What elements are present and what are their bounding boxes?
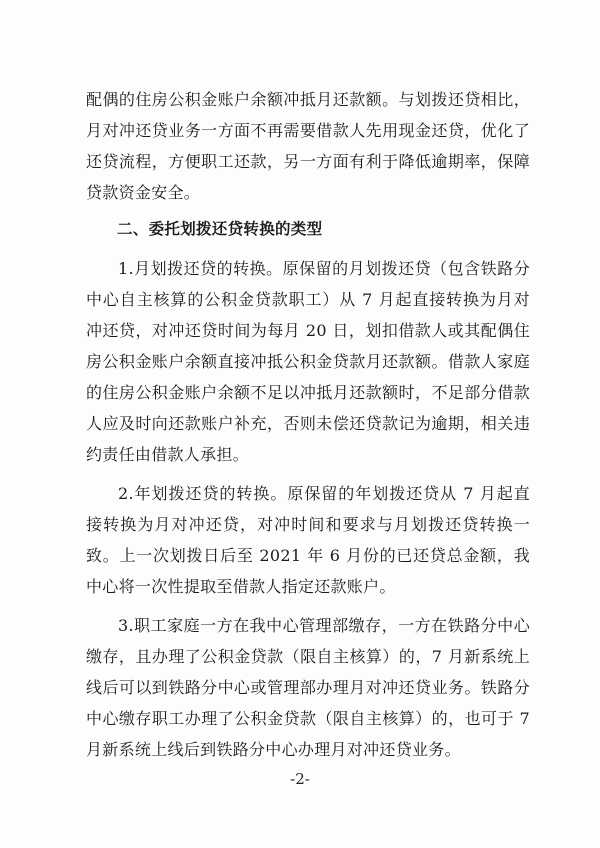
paragraph-3: 3.职工家庭一方在我中心管理部缴存，一方在铁路分中心缴存，且办理了公积金贷款（限自主核算）的，7 月新系统上线后可以到铁路分中心或管理部办理月对冲还贷业务。铁路分中心缴存职工办理了公积金贷款（限自主核算）的，也可于 7 月新系统上线后到铁路分中心办理月对冲还贷业务。 [86, 616, 530, 759]
paragraph-1: 1.月划拨还贷的转换。原保留的月划拨还贷（包含铁路分中心自主核算的公积金贷款职工）从 7 月起直接转换为月对冲还贷，对冲还贷时间为每月 20 日，划扣借款人或其配偶住房公积金账户余额直接冲抵公积金贷款月还款额。借款人家庭的住房公积金账户余额不足以冲抵月还款额时，不足部分借款人应及时向还款账户补充，否则未偿还贷款记为逾期，相关违约责任由借款人承担。 [86, 259, 530, 464]
document-body [86, 84, 530, 765]
intro-paragraph: 配偶的住房公积金账户余额冲抵月还款额。与划拨还贷相比，月对冲还贷业务一方面不再需要借款人先用现金还贷，优化了还贷流程，方便职工还款，另一方面有利于降低逾期率，保障贷款资金安全。 [86, 90, 530, 202]
section-heading: 二、委托划拨还贷转换的类型 [117, 220, 323, 238]
paragraph-2: 2.年划拨还贷的转换。原保留的年划拨还贷从 7 月起直接转换为月对冲还贷，对冲时间和要求与月划拨还贷转换一致。上一次划拨日后至 2021 年 6 月份的已还贷总金额，我中心将一次性提取至借款人指定还款账户。 [86, 484, 530, 596]
page-number: -2- [290, 770, 310, 788]
